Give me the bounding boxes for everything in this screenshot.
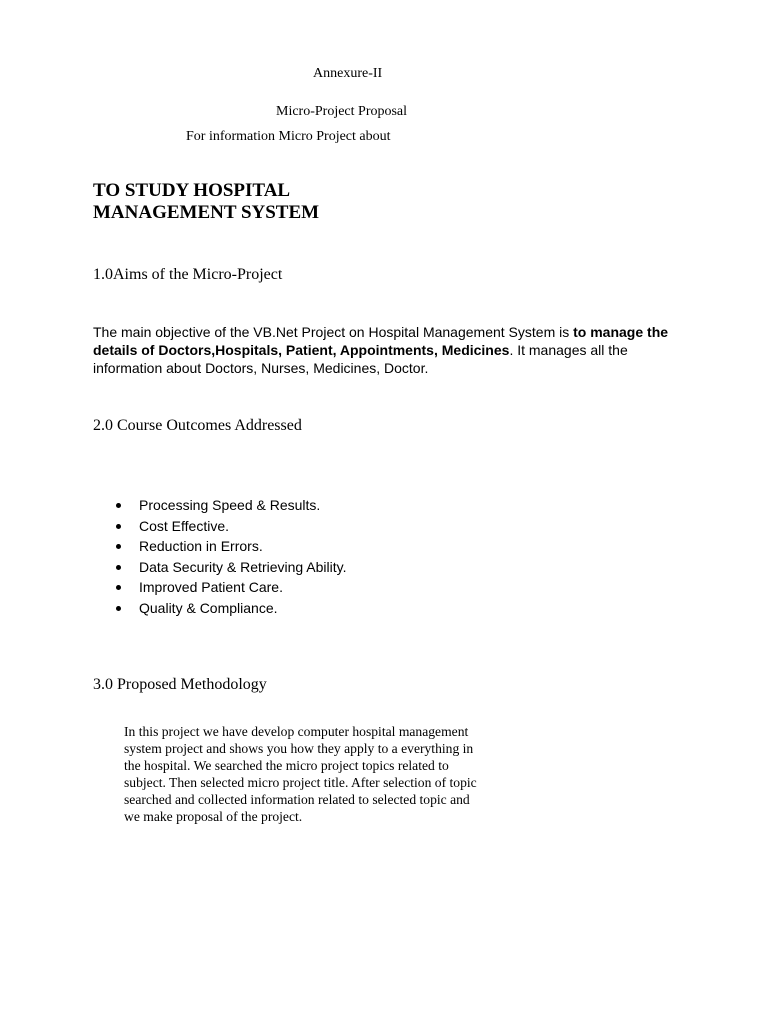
project-title-line-2: MANAGEMENT SYSTEM (93, 202, 320, 223)
proposal-title: Micro-Project Proposal (276, 104, 408, 119)
list-item-text: Quality & Compliance. (139, 599, 278, 616)
list-item-text: Data Security & Retrieving Ability. (139, 558, 347, 575)
list-item (115, 577, 347, 598)
info-line: For information Micro Project about (186, 129, 391, 144)
list-item (115, 536, 347, 557)
list-item (115, 598, 347, 619)
list-item-text: Reduction in Errors. (139, 538, 263, 555)
methodology-line: we make proposal of the project. (124, 809, 303, 824)
bullet-icon (116, 503, 121, 508)
aims-paragraph (93, 323, 693, 377)
list-item (115, 557, 347, 578)
aims-text-before: The main objective of the VB.Net Project on Hospital Management System is (93, 324, 574, 340)
outcomes-heading: 2.0 Course Outcomes Addressed (93, 417, 302, 434)
bullet-icon (116, 606, 121, 611)
list-item (115, 495, 347, 516)
list-item-text: Processing Speed & Results. (139, 497, 321, 513)
outcomes-list (115, 495, 347, 619)
aims-heading: 1.0Aims of the Micro-Project (93, 266, 283, 283)
list-item (115, 516, 347, 537)
methodology-line: system project and shows you how they apply to a everything in (124, 741, 474, 756)
bullet-icon (116, 565, 121, 570)
list-item-text: Cost Effective. (139, 517, 230, 534)
bullet-icon (116, 585, 121, 590)
methodology-paragraph (124, 723, 564, 825)
methodology-line: In this project we have develop computer hospital management (124, 724, 469, 739)
bullet-icon (116, 544, 121, 549)
methodology-line: the hospital. We searched the micro project topics related to (124, 758, 449, 773)
methodology-line: searched and collected information related to selected topic and (124, 792, 470, 807)
methodology-line: subject. Then selected micro project title. After selection of topic (124, 775, 477, 790)
annexure-label: Annexure-II (313, 66, 383, 81)
project-title-line-1: TO STUDY HOSPITAL (93, 180, 291, 201)
list-item-text: Improved Patient Care. (139, 579, 283, 596)
bullet-icon (116, 524, 121, 529)
aims-text-bold: to manage the details of Doctors,Hospitals, Patient, Appointments, Medicines (93, 324, 669, 358)
project-title (93, 180, 493, 224)
methodology-heading: 3.0 Proposed Methodology (93, 676, 267, 693)
aims-text-after: . It manages all the information about Doctors, Nurses, Medicines, Doctor. (93, 342, 628, 376)
